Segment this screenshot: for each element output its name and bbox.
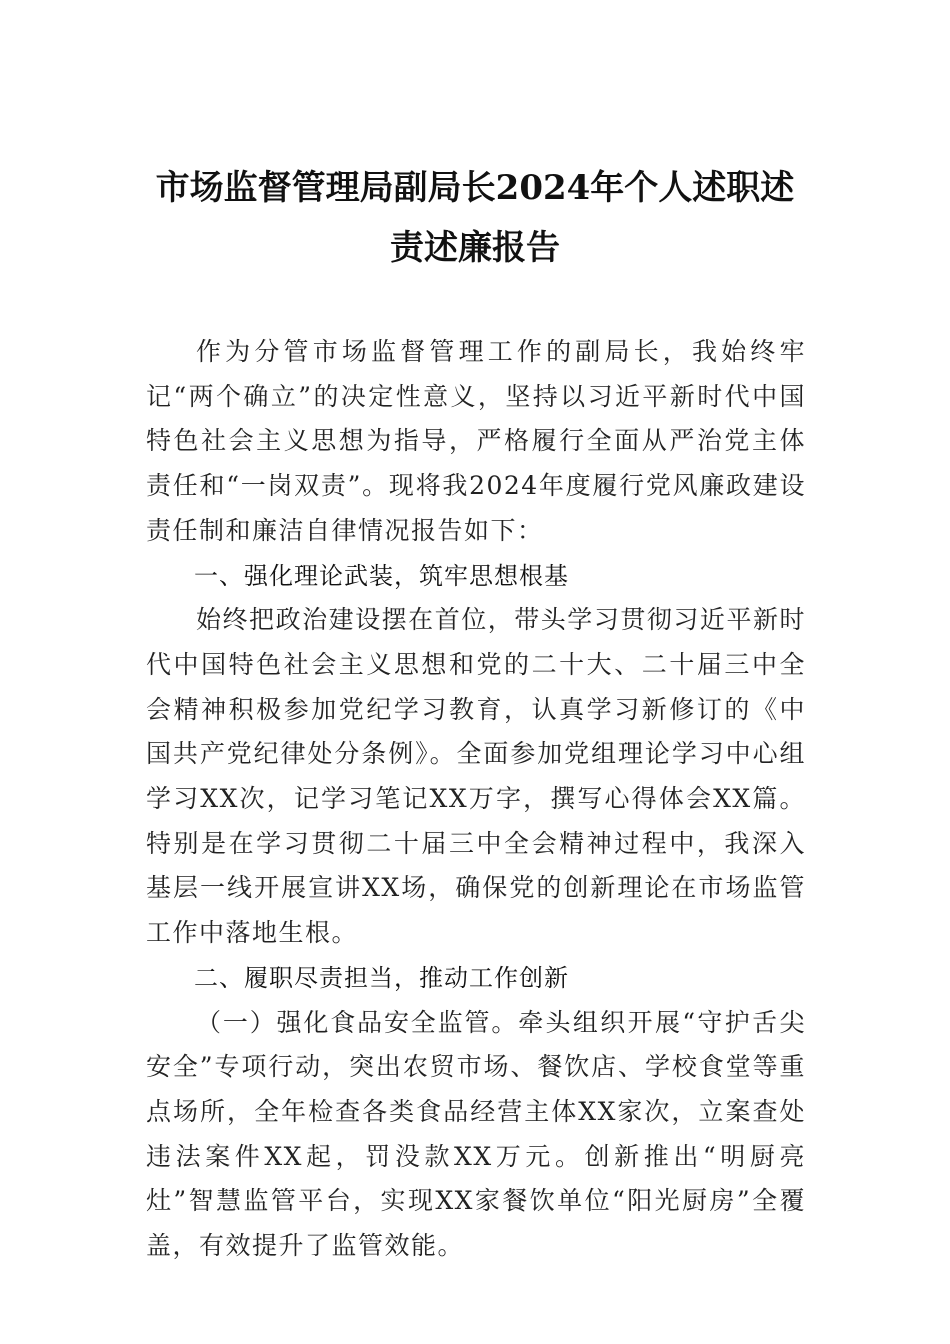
document-body — [146, 330, 806, 1269]
subsection-paragraph — [146, 1001, 806, 1269]
section-heading-1: 一、强化理论武装，筑牢思想根基 — [194, 561, 569, 590]
title-line-2: 责述廉报告 — [390, 228, 560, 268]
subsection-lead: （一）强化食品安全监管。 — [196, 1007, 519, 1037]
intro-paragraph: 作为分管市场监督管理工作的副局长，我始终牢记“两个确立”的决定性意义，坚持以习近平新时代中国特色社会主义思想为指导，严格履行全面从严治党主体责任和“一岗双责”。现将我2024年度履行党风廉政建设责任制和廉洁自律情况报告如下： — [146, 337, 806, 545]
subsection-text: 牵头组织开展“守护舌尖安全”专项行动，突出农贸市场、餐饮店、学校食堂等重点场所，全年检查各类食品经营主体XX家次，立案查处违法案件XX起，罚没款XX万元。创新推出“明厨亮灶”智慧监管平台，实现XX家餐饮单位“阳光厨房”全覆盖，有效提升了监管效能。 — [146, 1007, 806, 1261]
section-heading-2: 二、履职尽责担当，推动工作创新 — [194, 963, 569, 992]
section-paragraph-1: 始终把政治建设摆在首位，带头学习贯彻习近平新时代中国特色社会主义思想和党的二十大、二十届三中全会精神积极参加党纪学习教育，认真学习新修订的《中国共产党纪律处分条例》。全面参加党组理论学习中心组学习XX次，记学习笔记XX万字，撰写心得体会XX篇。特别是在学习贯彻二十届三中全会精神过程中，我深入基层一线开展宣讲XX场，确保党的创新理论在市场监管工作中落地生根。 — [146, 605, 806, 948]
title-line-1: 市场监督管理局副局长2024年个人述职述 — [155, 168, 795, 208]
document-title — [100, 160, 850, 276]
